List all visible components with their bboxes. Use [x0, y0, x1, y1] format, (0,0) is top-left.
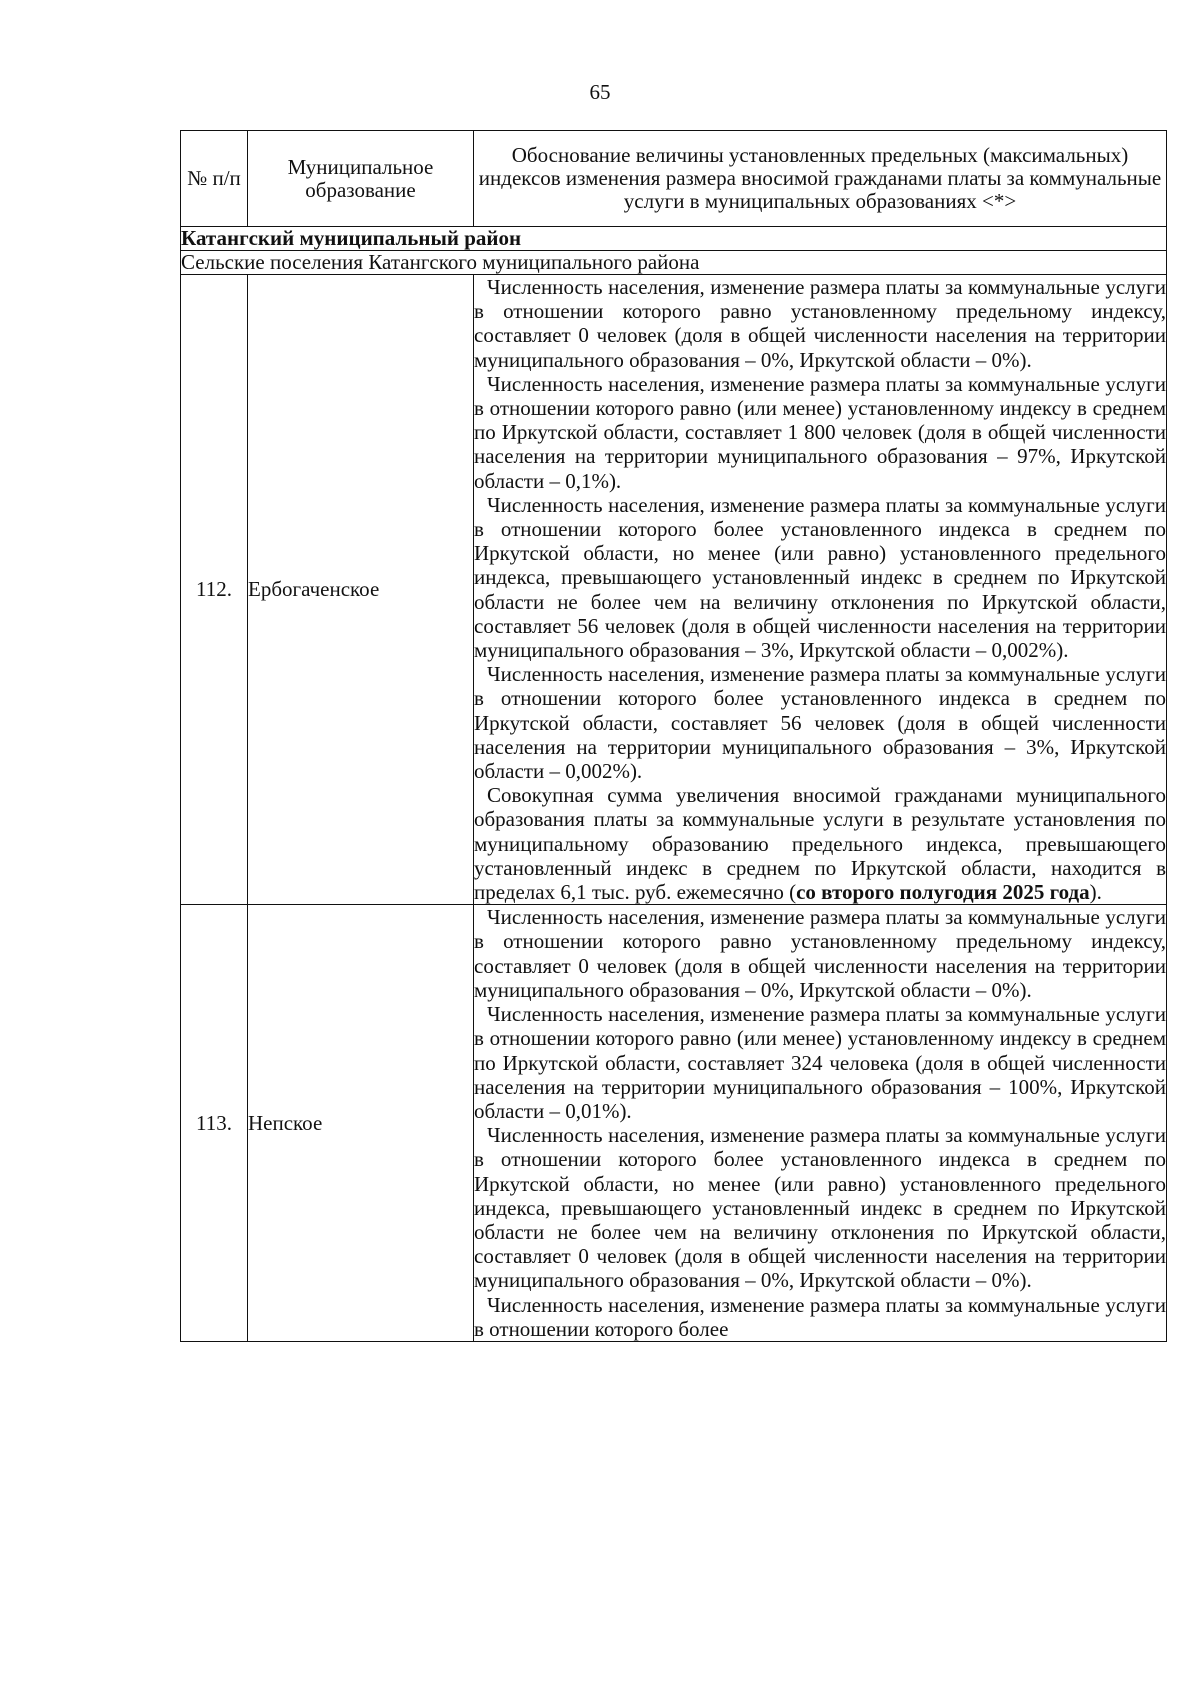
period-highlight: со второго полугодия 2025 года [796, 880, 1090, 905]
municipality-name: Ербогаченское [248, 275, 474, 905]
header-number: № п/п [181, 131, 248, 227]
table-row [181, 275, 1167, 905]
paragraph: Численность населения, изменение размера платы за коммунальные услуги в отношении которого равно установленному предельному индексу, составляет 0 человек (доля в общей численности населения на территории муниципального образования – 0%, Иркутской области – 0%). [474, 275, 1166, 372]
paragraph: Численность населения, изменение размера платы за коммунальные услуги в отношении которого равно (или менее) установленному индексу в среднем по Иркутской области, составляет 1 800 человек (доля в общей численности населения на территории муниципального образования – 97%, Иркутской области – 0,1%). [474, 371, 1166, 493]
header-justification: Обоснование величины установленных предельных (максимальных) индексов изменения размера вносимой гражданами платы за коммунальные услуги в муниципальных образованиях <*> [474, 131, 1167, 227]
header-municipality: Муниципальное образование [248, 131, 474, 227]
tariff-index-table [180, 130, 1167, 1342]
paragraph: Численность населения, изменение размера платы за коммунальные услуги в отношении которого равно (или менее) установленному индексу в среднем по Иркутской области, составляет 324 человека (доля в общей численности населения на территории муниципального образования – 100%, Иркутской области – 0,01%). [474, 1002, 1166, 1123]
table-row [181, 905, 1167, 1342]
table-header-row [181, 131, 1167, 227]
paragraph: Численность населения, изменение размера платы за коммунальные услуги в отношении которого равно установленному предельному индексу, составляет 0 человек (доля в общей численности населения на территории муниципального образования – 0%, Иркутской области – 0%). [474, 905, 1166, 1002]
paragraph: Численность населения, изменение размера платы за коммунальные услуги в отношении которого более установленного индекса в среднем по Иркутской области, но менее (или равно) установленного предельного индекса, превышающего установленный индекс в среднем по Иркутской области не более чем на величину отклонения по Иркутской области, составляет 56 человек (доля в общей численности населения на территории муниципального образования – 3%, Иркутской области – 0,002%). [474, 492, 1166, 663]
section-district: Катангский муниципальный район [181, 227, 1167, 251]
justification-cell [474, 275, 1167, 905]
section-subgroup: Сельские поселения Катангского муниципального района [181, 251, 1167, 275]
municipality-name: Непское [248, 905, 474, 1342]
total-sum-end: ). [1089, 880, 1102, 905]
section-subgroup-row [181, 251, 1167, 275]
section-district-row [181, 227, 1167, 251]
total-sum-text: Совокупная сумма увеличения вносимой гражданами муниципального образования платы за коммунальные услуги в результате установления по муниципальному образованию предельного индекса, превышающего установленный индекс в среднем по Иркутской области, находится в пределах 6,1 тыс. руб. ежемесячно ( [474, 783, 1166, 905]
total-sum-paragraph [474, 783, 1166, 904]
paragraph: Численность населения, изменение размера платы за коммунальные услуги в отношении которого более [474, 1292, 1166, 1341]
justification-cell [474, 905, 1167, 1342]
row-number: 112. [181, 275, 248, 905]
page-number: 65 [589, 80, 611, 104]
paragraph: Численность населения, изменение размера платы за коммунальные услуги в отношении которого более установленного индекса в среднем по Иркутской области, составляет 56 человек (доля в общей численности населения на территории муниципального образования – 3%, Иркутской области – 0,002%). [474, 662, 1166, 784]
row-number: 113. [181, 905, 248, 1342]
paragraph: Численность населения, изменение размера платы за коммунальные услуги в отношении которого более установленного индекса в среднем по Иркутской области, но менее (или равно) установленного предельного индекса, превышающего установленный индекс в среднем по Иркутской области не более чем на величину отклонения по Иркутской области, составляет 0 человек (доля в общей численности населения на территории муниципального образования – 0%, Иркутской области – 0%). [474, 1123, 1166, 1293]
